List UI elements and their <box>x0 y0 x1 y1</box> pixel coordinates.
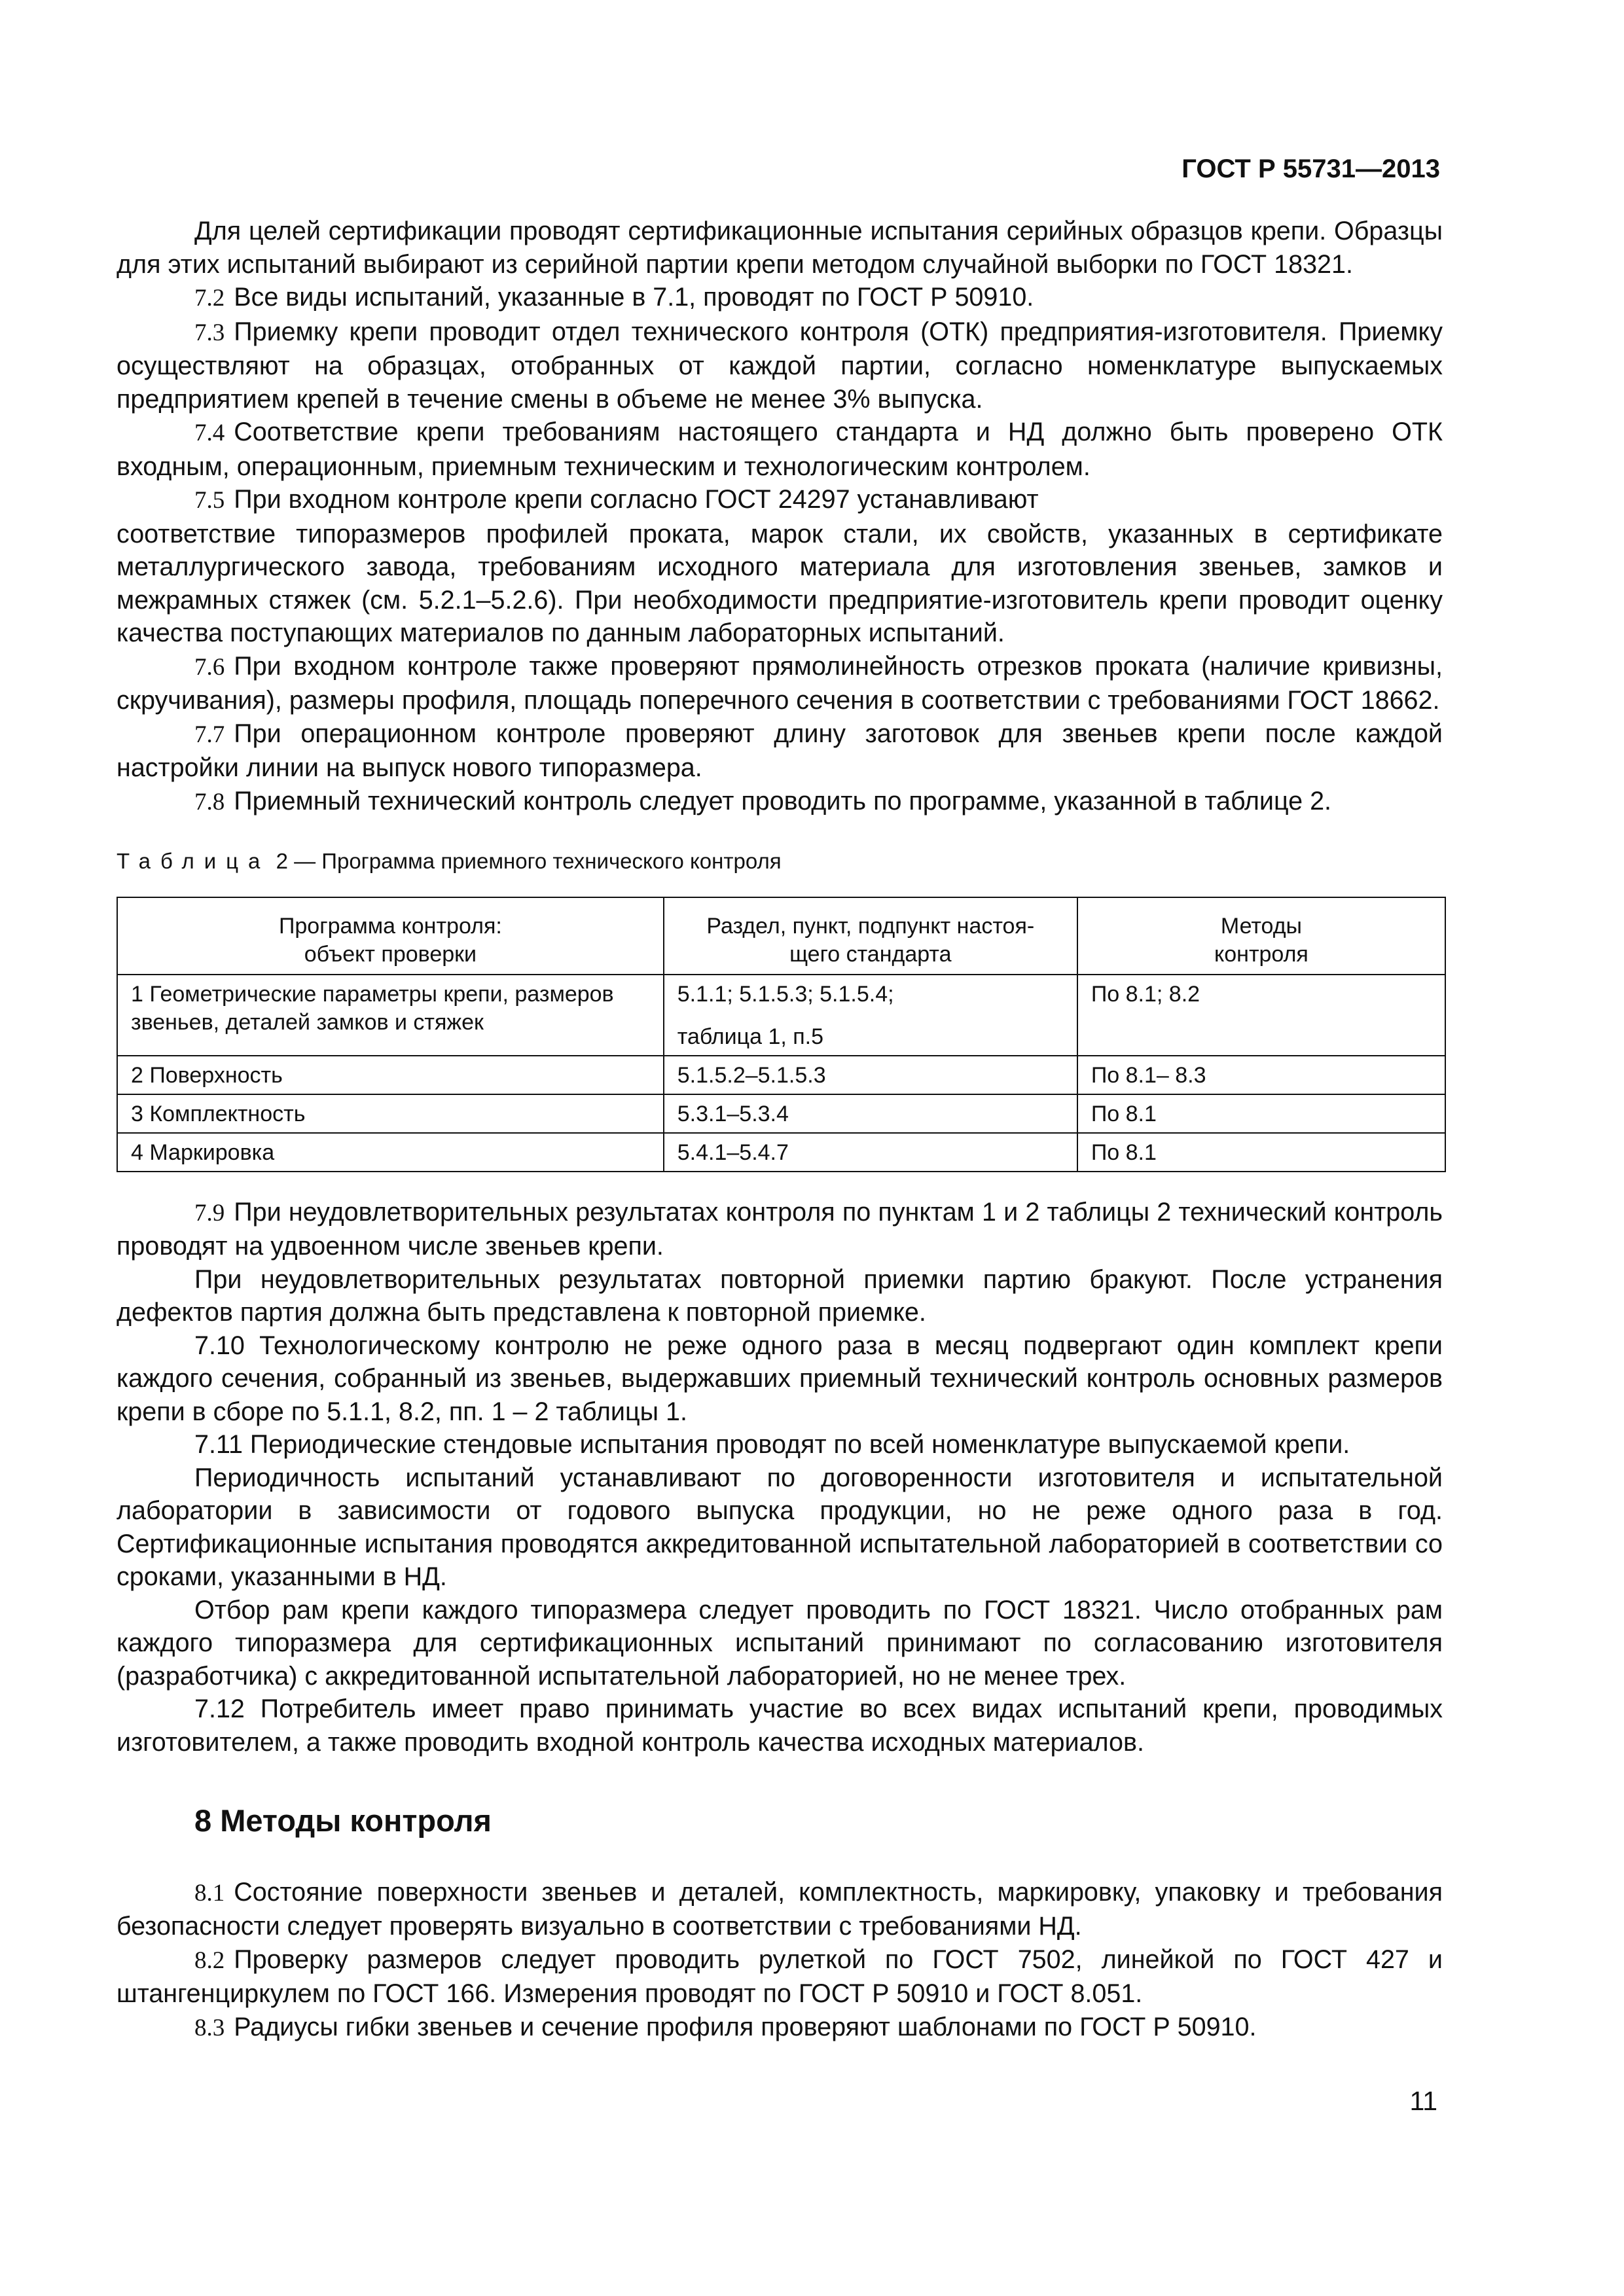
clause-paragraph: 7.3 Приемку крепи проводит отдел технического контроля (ОТК) предприятия-изготовителя. Приемку осуществляют на образцах, отобранных от каждой партии, согласно номенклатуре выпускаемых предприятием крепей в течение смены в объеме не менее 3% выпуска. <box>117 317 1443 414</box>
clause-paragraph: 7.11 Периодические стендовые испытания проводят по всей номенклатуре выпускаемой крепи. <box>194 1430 1350 1459</box>
table-cell: 2 Поверхность <box>117 1056 664 1094</box>
clause-paragraph: 7.10 Технологическому контролю не реже одного раза в месяц подвергают один комплект крепи каждого сечения, собранный из звеньев, выдержавших приемный технический контроль основных размеров крепи в сборе по 5.1.1, 8.2, пп. 1 – 2 таблицы 1. <box>117 1331 1443 1426</box>
clause-paragraph: При неудовлетворительных результатах повторной приемки партию бракуют. После устранения дефектов партия должна быть представлена к повторной приемке. <box>117 1265 1443 1327</box>
page-body <box>117 215 1443 2045</box>
clause-7-5-continuation: соответствие типоразмеров профилей проката, марок стали, их свойств, указанных в сертификате металлургического завода, требованиям исходного материала для изготовления звеньев, замков и межрамных стяжек (см. 5.2.1–5.2.6). При необходимости предприятие-изготовитель крепи проводит оценку качества поступающих материалов по данным лабораторных испытаний. <box>117 519 1443 647</box>
clauses-after-table <box>117 1196 1443 1759</box>
table-header-row <box>117 897 1445 975</box>
table-caption-label: Таблица <box>117 849 270 873</box>
clause-paragraph: 7.7 При операционном контроле проверяют длину заготовок для звеньев крепи после каждой настройки линии на выпуск нового типоразмера. <box>117 719 1443 782</box>
clause-paragraph: 7.5 При входном контроле крепи согласно ГОСТ 24297 устанавливают <box>194 485 1039 514</box>
table-cell: 5.3.1–5.3.4 <box>664 1094 1077 1133</box>
intro-paragraph: Для целей сертификации проводят сертификационные испытания серийных образцов крепи. Образцы для этих испытаний выбирают из серийной партии крепи методом случайной выборки по ГОСТ 18321. <box>117 217 1443 279</box>
section-8-clauses <box>117 1876 1443 2045</box>
clause-paragraph: 7.12 Потребитель имеет право принимать участие во всех видах испытаний крепи, проводимых изготовителем, а также проводить входной контроль качества исходных материалов. <box>117 1695 1443 1757</box>
clause-paragraph: 7.8 Приемный технический контроль следует проводить по программе, указанной в таблице 2. <box>194 786 1332 816</box>
clause-paragraph: 8.3 Радиусы гибки звеньев и сечение профиля проверяют шаблонами по ГОСТ Р 50910. <box>194 2012 1257 2041</box>
table-cell: 5.4.1–5.4.7 <box>664 1133 1077 1172</box>
table-header-cell: Методы контроля <box>1077 897 1445 975</box>
table-caption <box>117 845 1443 878</box>
table-row <box>117 1056 1445 1094</box>
table-header-cell: Программа контроля: объект проверки <box>117 897 664 975</box>
clause-paragraph: 7.6 При входном контроле также проверяют прямолинейность отрезков проката (наличие кривизны, скручивания), размеры профиля, площадь поперечного сечения в соответствии с требованиями ГОСТ 18662. <box>117 651 1443 715</box>
control-program-table <box>117 897 1446 1172</box>
table-cell: По 8.1; 8.2 <box>1077 975 1445 1056</box>
table-cell: 1 Геометрические параметры крепи, размеров звеньев, деталей замков и стяжек <box>117 975 664 1056</box>
clauses-7-6-to-7-8 <box>117 650 1443 819</box>
table-cell: 4 Маркировка <box>117 1133 664 1172</box>
clause-paragraph: Периодичность испытаний устанавливают по договоренности изготовителя и испытательной лаборатории в зависимости от годового выпуска продукции, но не реже одного раза в год. Сертификационные испытания проводятся аккредитованной испытательной лабораторией в соответствии со сроками, указанными в НД. <box>117 1463 1443 1591</box>
table-cell: 5.1.5.2–5.1.5.3 <box>664 1056 1077 1094</box>
clause-paragraph: 7.4 Соответствие крепи требованиям настоящего стандарта и НД должно быть проверено ОТК входным, операционным, приемным техническим и технологическим контролем. <box>117 418 1443 481</box>
table-row <box>117 975 1445 1056</box>
clause-paragraph: 8.2 Проверку размеров следует проводить рулеткой по ГОСТ 7502, линейкой по ГОСТ 427 и штангенциркулем по ГОСТ 166. Измерения проводят по ГОСТ Р 50910 и ГОСТ 8.051. <box>117 1945 1443 2008</box>
clause-paragraph: 7.9 При неудовлетворительных результатах контроля по пунктам 1 и 2 таблицы 2 технический контроль проводят на удвоенном числе звеньев крепи. <box>117 1197 1443 1261</box>
page-number: 11 <box>1409 2086 1437 2116</box>
table-header-cell: Раздел, пункт, подпункт настоя- щего стандарта <box>664 897 1077 975</box>
table-row <box>117 1094 1445 1133</box>
document-header-id: ГОСТ Р 55731—2013 <box>1182 154 1440 183</box>
clauses-7-2-to-7-5 <box>117 281 1443 518</box>
table-cell: 3 Комплектность <box>117 1094 664 1133</box>
table-caption-text: 2 — Программа приемного технического контроля <box>276 849 782 873</box>
clause-paragraph: 7.2 Все виды испытаний, указанные в 7.1, проводят по ГОСТ Р 50910. <box>194 283 1034 312</box>
section-8-heading: 8 Методы контроля <box>194 1803 492 1838</box>
clause-paragraph: Отбор рам крепи каждого типоразмера следует проводить по ГОСТ 18321. Число отобранных рам каждого типоразмера для сертификационных испытаний принимают по согласованию изготовителя (разработчика) с аккредитованной испытательной лабораторией, но не менее трех. <box>117 1595 1443 1691</box>
table-cell: По 8.1– 8.3 <box>1077 1056 1445 1094</box>
table-cell: По 8.1 <box>1077 1133 1445 1172</box>
table-row <box>117 1133 1445 1172</box>
table-cell: 5.1.1; 5.1.5.3; 5.1.5.4; таблица 1, п.5 <box>664 975 1077 1056</box>
clause-paragraph: 8.1 Состояние поверхности звеньев и деталей, комплектность, маркировку, упаковку и требования безопасности следует проверять визуально в соответствии с требованиями НД. <box>117 1877 1443 1941</box>
table-cell: По 8.1 <box>1077 1094 1445 1133</box>
